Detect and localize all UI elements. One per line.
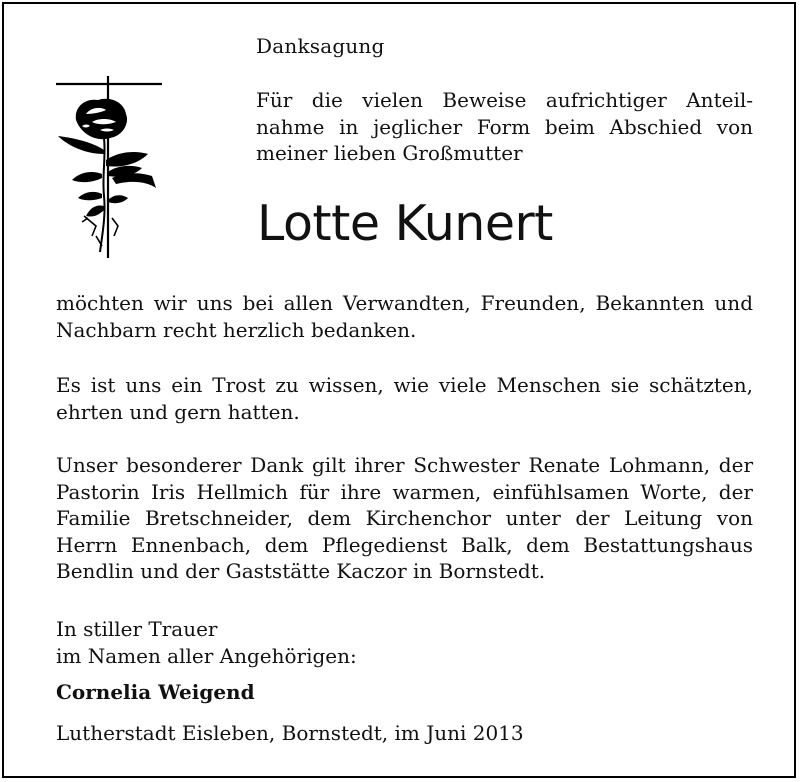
intro-line: meiner lieben Großmutter [256,141,523,165]
thanks-paragraph [56,290,753,343]
place-date: Lutherstadt Eisleben, Bornstedt, im Juni 2013 [56,721,524,745]
paragraph-line: ehrten und gern hatten. [56,399,300,424]
paragraph-line: möchten wir uns bei allen Verwandten, Freunden, Bekannten und [56,291,753,315]
intro-line: nahme in jeglicher Form beim Abschied von [256,114,753,139]
paragraph-line: Nachbarn recht herzlich bedanken. [56,317,417,342]
intro-line: Für die vielen Beweise aufrichtiger Anteil- [256,88,753,112]
paragraph-line: Familie Bretschneider, dem Kirchenchor unter der Leitung von [56,506,753,530]
closing-text [56,616,357,669]
comfort-paragraph [56,372,753,425]
deceased-name: Lotte Kunert [257,195,553,252]
cross-with-rose-icon [52,76,172,271]
paragraph-line: Herrn Ennenbach, dem Pflegedienst Balk, dem Bestattungshaus [56,532,753,557]
obituary-notice-frame [2,2,796,778]
paragraph-line: Es ist uns ein Trost zu wissen, wie viele Menschen sie schätzten, [56,373,753,397]
paragraph-line: Bendlin und der Gaststätte Kaczor in Bornstedt. [56,559,546,583]
closing-line: im Namen aller Angehörigen: [56,643,357,668]
paragraph-line: Pastorin Iris Hellmich für ihre warmen, einfühlsamen Worte, der [56,479,753,504]
paragraph-line: Unser besonderer Dank gilt ihrer Schwester Renate Lohmann, der [56,453,753,477]
intro-text [256,87,753,167]
closing-line: In stiller Trauer [56,617,218,641]
special-thanks-paragraph [56,452,753,585]
signer-name: Cornelia Weigend [56,680,255,704]
notice-heading: Danksagung [256,34,385,58]
